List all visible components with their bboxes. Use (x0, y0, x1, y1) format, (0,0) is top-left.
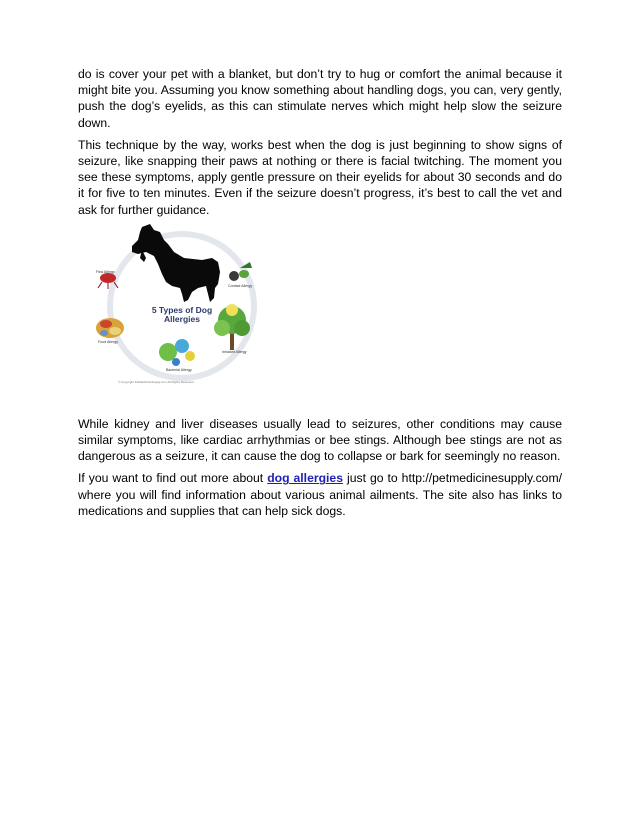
dog-allergies-figure (84, 222, 274, 394)
paragraph-technique: This technique by the way, works best when the dog is just beginning to show signs of seizure, like snapping their paws at nothing or there is facial twitching. The moment you see these symptoms, apply gentle pressure on their eyelids for about 30 seconds and do it for five to ten minutes. Even if the seizure doesn’t progress, it’s best to call the vet and ask for further guidance. (78, 137, 562, 217)
figure-title: 5 Types of Dog Allergies (151, 304, 213, 325)
dog-allergies-link[interactable]: dog allergies (267, 471, 343, 486)
paragraph-conditions: While kidney and liver diseases usually lead to seizures, other conditions may cause similar symptoms, like cardiac arrhythmias or bee stings. Although bee stings are not as dangerous as a seizure, it can cause the dog to collapse or bark for seemingly no reason. (78, 416, 562, 464)
food-allergy-icon (96, 318, 124, 338)
figure-copyright: © Copyright PetMedicineSupply.com All Rights Reserved (118, 379, 194, 384)
paragraph-more-info (78, 470, 562, 519)
bacterial-allergy-label: Bacterial Allergy (166, 367, 192, 372)
more-info-text-before: If you want to find out more about (78, 471, 268, 486)
contact-allergy-label: Contact Allergy (228, 283, 253, 288)
document-page (78, 66, 562, 519)
flea-allergy-label: Flea Allergy (96, 269, 115, 274)
bacteria-icon (159, 339, 195, 366)
food-allergy-label: Food Allergy (98, 339, 118, 344)
more-info-text-after: just go to http://petmedicinesupply.com/ where you will find information about various animal ailments. The site also has links to medications and supplies that can help sick dogs. (78, 471, 562, 518)
inhalant-allergy-label: Inhalant Allergy (222, 349, 247, 354)
paragraph-handling: do is cover your pet with a blanket, but don’t try to hug or comfort the animal because it might bite you. Assuming you know something about handling dogs, you can, very gently, push the dog’s eyelids, as this can stimulate nerves which might help slow the seizure down. (78, 67, 562, 130)
